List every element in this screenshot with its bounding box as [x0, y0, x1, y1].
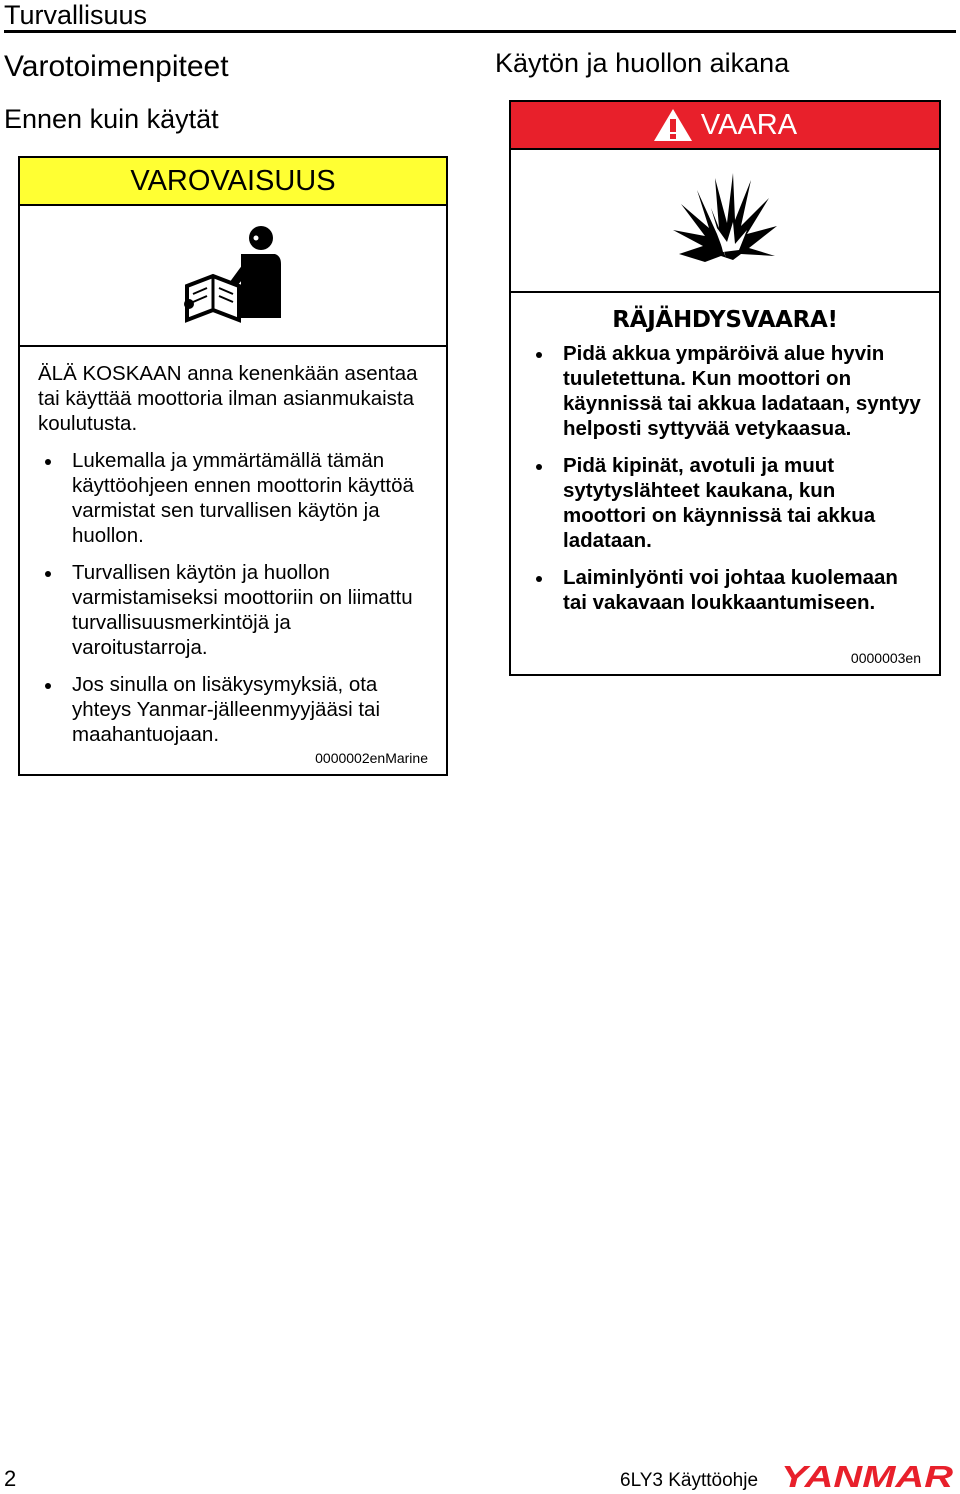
bullet-text: Pidä kipinät, avotuli ja muut sytytyslähteet kaukana, kun moottori on käynnissä tai akkua ladataan. [563, 454, 876, 552]
document-name: 6LY3 Käyttöohje [620, 1470, 759, 1491]
header-rule [4, 30, 956, 33]
left-subtitle: Ennen kuin käytät [4, 104, 219, 134]
header-title: Turvallisuus [4, 0, 148, 30]
danger-box [509, 100, 941, 676]
caution-intro: ÄLÄ KOSKAAN anna kenenkään asentaa tai käyttää moottoria ilman asianmukaista koulutusta. [38, 362, 418, 435]
explosion-icon [671, 168, 781, 268]
section-title: Varotoimenpiteet [4, 50, 229, 83]
caution-label: VAROVAISUUS [130, 164, 336, 197]
bullet-text: Pidä akkua ympäröivä alue hyvin tuuletettuna. Kun moottori on käynnissä tai akkua ladataan, syntyy helposti syttyvää vetykaasua. [563, 342, 921, 440]
svg-text:YANMAR: YANMAR [781, 1462, 954, 1490]
bullet-text: Jos sinulla on lisäkysymyksiä, ota yhteys Yanmar-jälleenmyyjääsi tai maahantuojaan. [72, 673, 381, 746]
caution-bullet-list [38, 448, 428, 747]
warning-triangle-icon [653, 108, 693, 142]
danger-code: 0000003en [850, 650, 921, 666]
danger-pictogram [511, 150, 939, 293]
page-number: 2 [4, 1466, 17, 1491]
bullet-text: Turvallisen käytön ja huollon varmistamiseksi moottoriin on liimattu turvallisuusmerkintöjä ja varoitustarroja. [72, 561, 413, 659]
list-item [529, 565, 921, 615]
danger-body [511, 333, 939, 615]
danger-title: RÄJÄHDYSVAARA! [612, 307, 838, 333]
list-item [38, 560, 428, 660]
danger-label: VAARA [700, 108, 798, 141]
list-item [38, 672, 428, 747]
caution-code: 0000002enMarine [315, 750, 428, 766]
read-manual-icon [183, 224, 293, 324]
danger-bullet-list [529, 341, 921, 615]
caution-header [20, 158, 446, 206]
caution-pictogram [20, 206, 446, 347]
danger-header [511, 102, 939, 150]
list-item [38, 448, 428, 548]
bullet-text: Lukemalla ja ymmärtämällä tämän käyttöohjeen ennen moottorin käyttöä varmistat sen turvallisen käytön ja huollon. [72, 449, 414, 547]
list-item [529, 341, 921, 441]
bullet-text: Laiminlyönti voi johtaa kuolemaan tai vakavaan loukkaantumiseen. [563, 566, 898, 614]
caution-box [18, 156, 448, 776]
caution-body [20, 347, 446, 747]
right-subtitle: Käytön ja huollon aikana [495, 48, 790, 78]
yanmar-logo [781, 1462, 955, 1490]
list-item [529, 453, 921, 553]
